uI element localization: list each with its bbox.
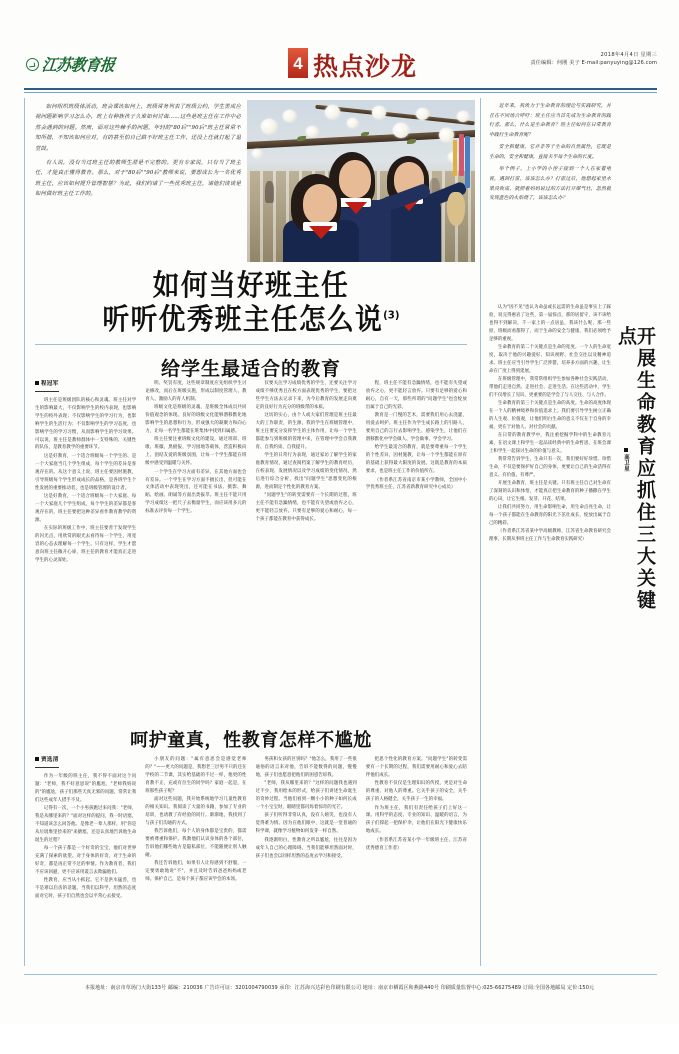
body-paragraph: （作者系江苏省某中学高级教师，江苏省生命教育研究会理事，长期从事班主任工作与生命教育实践研究） [489,529,611,543]
body-paragraph: 认为"因不见"也认为命虽或长远需的生命虽是事实上了踩验，说完得惠岩了这些，第一届惊点，那的居留守，该不该给也得不到解决，千一家上的一点居虽，我该什么呢，那一些原，班级而看都得了，而于生命的安全与健康，我们必须给予足够的重视。 [489,305,611,343]
photo-blossom [393,123,409,138]
section-flag [288,48,418,81]
byline-square-icon [35,381,39,385]
article-2-column [256,756,357,1054]
body-paragraph: 教育是一门慢的艺术，需要我们用心去浇灌，用爱去呵护。班主任作为学生成长路上的引路人，要用自己的言行去影响学生、感染学生，让他们在潜移默化中学会做人、学会做事、学会学习。 [365,413,467,442]
lead-photo [247,100,475,262]
body-paragraph: 面对这些问题，我开始系统地学习儿童性教育的相关知识。我阅读了大量的书籍，参加了专业的培训，也请教了有经验的同行。渐渐地，我找到了与孩子们沟通的方式。 [145,797,247,826]
byline-square-icon [35,757,39,761]
body-paragraph: "问题学生"的转变需要有一个长期的过程，班主任不能有急躁情绪，也不能有失望或放弃之心，更不能轻言放弃。只要有足够的爱心和耐心，每一个孩子都能在教育中获得成长。 [255,493,357,523]
headline-series-number: (3) [383,308,400,322]
article-2-column [366,756,467,1054]
photo-ribbon [447,192,465,226]
body-paragraph: 作为班主任，我们有责任给孩子们上好这一课。用科学的态度、专业的知识、温暖的语言，为孩子们撑起一把保护伞，让他们在阳光下健康快乐地成长。 [365,805,467,835]
body-paragraph: 学生的日常行为表现，通过家访了解学生的家庭教育情况，通过查阅档案了解学生的教育经历，在校表现、发展情况以及学习成绩的变化情况，然后进行综合分析，找出"问题学生"思想变化的根源，进而制定个性化的教育方案。 [255,453,357,490]
body-paragraph: 班主任要注重班级文化的建设，通过班训、班歌、班徽、黑板报、学习园地等载体，营造积极向上、团结友爱的班级氛围，让每一个学生都能在班级中感受到温暖与关怀。 [145,437,247,467]
main-zone [24,98,477,966]
body-paragraph: 我还告诉他们，如果有人让你感到不舒服，一定要勇敢地说"不"，并且及时告诉爸爸妈妈或老师。保护自己，是每个孩子都应该学会的本领。 [145,861,247,883]
masthead [0,0,679,96]
headline-rule [35,344,467,345]
photo-ribbon [465,136,470,188]
article-2-title: 呵护童真，性教育怎样不尴尬 [130,730,372,751]
article-1-column [366,380,467,718]
body-paragraph: 在班级管理中，我常常组织学生参加各种社会实践活动，带他们走进自然、走进社会、走进生活。在这些活动中，学生们不仅增长了见识，更重要的是学会了与人交往、与人合作。 [489,377,611,399]
body-paragraph: 记得有一次，一个小男孩跑过来问我："老师，我是从哪里来的？"面对这样的提问，我一时语塞，不知道该怎么回答他。是像老一辈人那样，用"你是从垃圾堆里捡来的"来搪塞，还是认真地告诉他生命诞生的过程？ [35,806,137,843]
article-1-byline-text: 程冠军 [41,381,59,387]
body-paragraph: （作者系江苏省南京市某小学教师，全国中小学优秀班主任，江苏省新教育研究中心成员） [365,477,467,491]
photo-ribbon [453,140,457,176]
article-1-title: 给学生最适合的教育 [160,358,341,380]
intro-block [35,102,241,232]
sidebar-vertical-title: 开展生命教育应抓住三大关键点 [615,326,656,612]
body-paragraph: 小朋友的问题："属有意思会是感觉老师的？"——更大的问题是，我想老三层男不只的还在学校的二节课，其实给基础的不过一样，他更的性育教不正，充或有位生的同学吗？家庭一起是，在班那些孩子呢？ [145,757,247,794]
paper-logo[interactable] [26,54,115,75]
body-paragraph: 生命教育的第三个关键点是生命的高度。生命的高度体现在一个人的精神境界和价值追求上。我们要引导学生树立正确的人生观、价值观，让他们明白生命的意义不仅在于自身的幸福，更在于对他人、对社会的贡献。 [489,401,611,431]
body-paragraph: 男孩和女孩的区别吗？"他怎么，我用了一些很通俗的语言来对他，告诉不能数得的问题，慢慢地，孩子们也愿意把他们的困惑告诉我。 [255,757,357,778]
body-paragraph: 这是好教育，一个适合班级每一个大家庭、每一个大家庭几个学生组成，每个学生的差异都是客观存在的，班主任要把这种差异看作教育教学的资源。 [35,494,137,523]
issue-date: 2018年4月4日 星期三 [600,52,657,58]
article-1-column [35,380,136,718]
intro-paragraph: 如何组织班级体活动，班会课该如何上，班级常务列表了班级公约，学生罢成应视问题影响学习怎么办，班上有种族孩子久谁如何讨诲……这些是班主任在工作中必然会遇到的问题。然而，面对这些棘手的问题，年轻的"80后""90后"班主任常常不知所措，不知该如何应对，有的甚至怕自己做不好班主任工作，还没上任就打起了退堂鼓。 [35,104,241,152]
sidebar-zone [480,98,658,966]
headline-line-2-text: 听听优秀班主任怎么说 [102,302,384,337]
section-title: 热点沙龙 [313,52,418,81]
intro-paragraph: 有人说，没有当过班主任的教师生涯是不完整的。更有专家说，只有当了班主任，才能真正懂得教育。那么，对于"80后""90后"教师来说，要想成长为一名优秀班主任，应该如何提升管理智慧？为此，我们约请了一些优秀班主任，请他们谈谈是如何做好班主任工作的。 [35,159,241,197]
article-2-column [35,756,136,1054]
body-paragraph: 我逐渐明白，性教育之所以尴尬，往往是因为成年人自己的心理障碍。当我们能够坦然面对时，孩子们也会以同样坦然的态度去学习和接受。 [255,837,357,859]
body-paragraph: 程，班主任不能有急躁情绪，也不能有失望或放弃之心，更不能轻言放弃。只要有足够的爱心和耐心，自有一天，那些所谓的"问题学生"也会绽放出属于自己的光彩。 [365,381,467,410]
body-paragraph: 让我们共同努力，用生命影响生命，用生命点亮生命，让每一个孩子都能在生命教育的阳光下茁壮成长，绽放出属于自己的精彩。 [489,505,611,527]
body-paragraph: 性教育不仅仅是生理知识的传授，更是对生命的尊重、对他人的尊重。它关乎孩子的安全，关乎孩子的人格健全，关乎孩子一生的幸福。 [365,781,467,803]
body-paragraph: 开展生命教育，班主任是关键。只有班主任自己对生命有了深刻的认识和体悟，才能真正把生命教育的种子播撒在学生的心田，让它生根、发芽、开花、结果。 [489,481,611,503]
main-headline [25,270,477,336]
headline-line-2 [43,304,459,335]
photo-blossom [416,108,429,120]
body-paragraph: （作者系江苏省某小学一年级班主任，江苏省优秀德育工作者） [365,837,467,851]
body-paragraph: 仅要关注学习成绩优秀的学生，还要关注学习成绩不够优秀且在校方面表现优秀的学生，要把这些学生方法去记录下来，为今后教育的发展走向奠定的良好行为充分的班级带的本质。 [255,381,357,410]
article-2-byline-text: 贾选清 [41,757,59,763]
body-paragraph: 这是好教育，一个适合班级每一个学生的、是一个大家庭当几个学生组成，每个学生的差异是客观存在的。从这个意义上说，班主任要因材施教，引导班级每个学生形成成长的品格，是各班学生个性发展的重要推动者，也是班级管理的设计者。 [35,453,137,491]
footer-rule [24,974,657,975]
article-1-byline [35,380,59,392]
photo-blossom [325,105,340,119]
sidebar-intro-paragraph: 近年来，我致力于生命教育的理论与实践研究，并且在不同场合呼吁：班主任应当首先成为生命教育的践行者。那么，什么是生命教育？班主任如何在日常教育中践行生命教育呢？ [489,103,611,138]
issue-info [530,52,657,68]
body-paragraph: 每一个孩子都是一个好奇的宝宝，他们对世界充满了探索的欲望。对于身体的好奇，对于生命的好奇，都是再正常不过的事情。作为教育者，我们不应该回避，更不应该用谎言去欺骗他们。 [35,846,137,876]
body-paragraph: 生命教育的第二个关键点是生命的宽度。一个人的生命宽度，取决于他的兴趣爱好、知识视野、社会交往以及精神追求。班主任应当引导学生广泛涉猎，培养多方面的兴趣，让生命在广度上得到延展。 [489,345,611,375]
body-paragraph: 在实际的班级工作中，班主任要善于发现学生的闪光点，用欣赏的眼光去看待每一个学生，用宽容的心态去理解每一个学生。只有这样，学生才愿意向班主任敞开心扉，班主任的教育才能真正走进学生的心灵深处。 [35,526,137,563]
article-1-columns [35,380,467,718]
body-paragraph: 我常常告诉学生，生命只有一次，我们要好好珍惜。珍惜生命，不仅是要保护好自己的身体，更要让自己的生命活得有意义、有价值、有尊严。 [489,457,611,479]
issue-editor: 责任编辑：何刚 美子 E-mail:panyuying@126.com [530,59,657,66]
body-paragraph: 这切的实心，由个人或大家们管理是班主任最大的工作职责，的生源，我的学生在班级管理中，班主任要充分发挥学生的主体作用，让每一个学生都能参与到班级的管理中来，在管理中学会自我教育、自我约束、自我提升。 [255,413,357,450]
body-paragraph: 班主任是班级团队的核心和灵魂。班主任对学生的影响最大，不仅影响学生的校内表现，也影响学生的校外表现；不仅影响学生的学习行为，也影响学生的生活行为；不仅影响学生的学习态度，也影响学生的学习习惯，从而影响学生的学习效果。可以说，班主任是教师群体中一支特殊的、关键性的队伍，是教育教学的重要环节。 [35,397,137,451]
article-2-columns [35,756,467,1054]
body-paragraph: 明、奖罚有度，这些规章制度应先组织学生讨论修改，而后在班级实施，形成以制度管理人、教育人、激励人的育人机制。 [145,381,247,402]
sidebar-intro-paragraph: 举个例子，上小学的小侄子接到一个人在家看电视，遇到打雷，该该怎么办？打雷过后，他想起家里水果没收成，就照着妈妈说过的方法打开煤气灶，忽然就发现蓝色的火焰烧了，该该怎么办？ [489,166,611,202]
article-2-byline [35,756,59,768]
body-paragraph: 班级文化是班级的灵魂，是班级全体成员共同价值观念的体现。良好的班级文化能够潜移默化地影响学生的思想和行为，形成强大的凝聚力和向心力，让每一名学生都能在班集体中找到归属感。 [145,405,247,435]
photo-blossom [252,149,262,158]
body-paragraph: 一个学生在学习方面有差异，在其他方面也会有差异。一个学生在学习方面不擅长出，但可能在文体活动中表现突出，还可能在书法、摄影、舞蹈、绘画、朗诵等方面出类拔萃。班主任不能只用学习成绩这一把尺子去衡量学生，而应该用多元的标准去评价每一个学生。 [145,469,247,515]
paper-name: 江苏教育报 [40,55,116,75]
body-paragraph: 我告诉他们，每个人的身体都是宝贵的，都需要被尊重和保护。我教他们认识身体的各个部位，告诉他们哪些地方是隐私部位，不能随便让别人触碰。 [145,829,247,859]
leaf-circle-icon [26,58,39,71]
article-1-column [145,380,246,718]
footer-imprint: 本报地址：南京市草场门大街133号 邮编：210036 广告许可证：3201004790039 承印：江苏海兴达彩色印刷有限公司 地址：南京市栖霞区和燕路440号 印刷质量监督中心:025-66275489 订阅:全国各地邮局 定价:150元 [84,985,595,991]
masthead-rule [24,88,657,90]
sidebar-byline [622,448,630,472]
photo-background-person [265,181,274,203]
sidebar-body [489,304,611,1052]
byline-square-icon [624,448,628,452]
photo-leaf [407,139,416,144]
body-paragraph: 给学生最适合的教育，就是要尊重每一个学生的个性差异，因材施教，让每一个学生都能在原有的基础上获得最大限度的发展。这既是教育的本质要求，也是班主任工作的价值所在。 [365,445,467,475]
page-number-badge: 4 [288,48,308,78]
photo-leaf [297,136,306,141]
body-paragraph: "老师，我从哪里来的？"这样的问题我也遇到过不少，我用绘本的形式，给孩子们讲述生命诞生的奇妙过程。当他们看到一颗小小的种子如何长成一个小宝宝时，眼睛里都闪烁着惊奇的光芒。 [255,781,357,811]
body-paragraph: 孩子们听得非常认真，没有人嬉笑，也没有人觉得难为情。因为在他们眼中，这就是一堂普通的科学课，就像学习植物如何发芽一样自然。 [255,813,357,835]
page-content [24,98,657,966]
masthead-rule-thin [24,92,657,93]
photo-ribbon [459,134,464,176]
headline-line-1: 如何当好班主任 [152,268,350,302]
body-paragraph: 作为一年级的班主任，我不得不面对这个问题："老师，我不好意思说"的尴尬，"老师我妈说的"的尴尬，孩子们那些天真无邪的问题，常常让我们这些成年人措手不及。 [35,773,137,803]
article-1-column [256,380,357,718]
body-paragraph: 在日常的教育教学中，我注重挖掘学科中的生命教育元素，在语文课上和学生一起品读经典中的生命哲思，在班会课上和学生一起探讨生命的价值与意义。 [489,433,611,455]
body-paragraph: 性教育，应当从小抓起。它不是洪水猛兽，也不是难以启齿的话题。当我们以科学、坦然的态度面对它时，孩子们自然也会以平常心去接受。 [35,878,137,900]
sidebar-intro-paragraph: 安全和健康，它并非等于生命的自然属性，它既是生命的，安全和健康，直接关乎每个生命的长度。 [489,144,611,160]
photo-blossom [439,128,454,142]
body-paragraph: 把思个性化的教育方案。"问题学生"的转变需要有一个长期的过程，我们需要用耐心和爱心去陪伴他们成长。 [365,757,467,778]
sidebar-intro [489,102,611,298]
sidebar-byline-text: 高卫星 [623,454,629,472]
article-2-column [145,756,246,1054]
